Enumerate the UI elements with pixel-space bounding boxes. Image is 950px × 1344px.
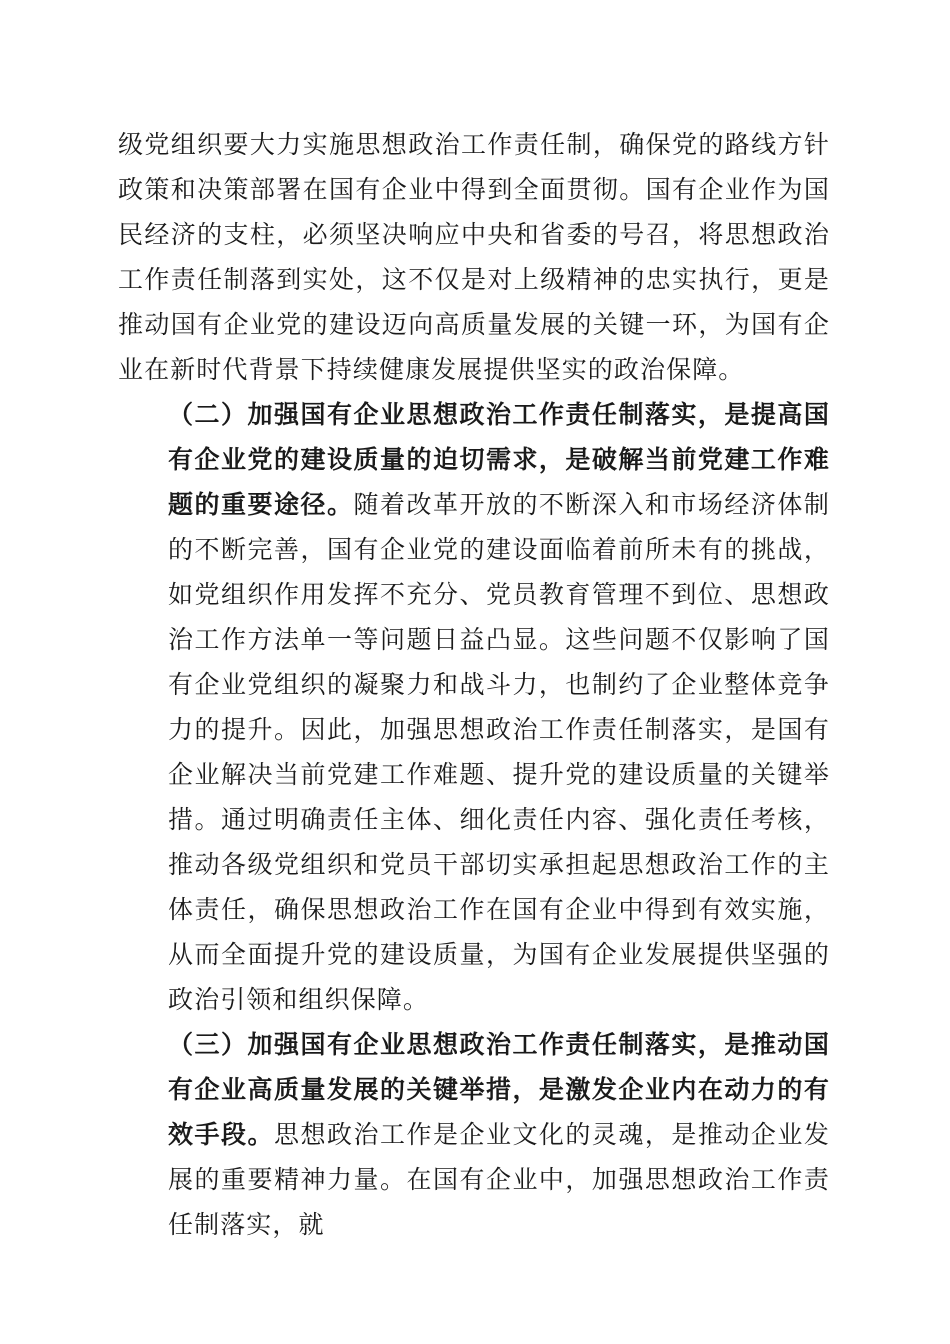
section-3-body: 思想政治工作是企业文化的灵魂，是推动企业发展的重要精神力量。在国有企业中，加强思想政治工作责任制落实，就 — [168, 1120, 830, 1239]
paragraph-section-3 — [118, 1022, 830, 1247]
section-3-heading: （三）加强国有企业思想政治工作责任制落实，是推动国有企业高质量发展的关键举措，是激发企业内在动力的有效手段。 — [168, 1030, 830, 1149]
section-2-heading: （二）加强国有企业思想政治工作责任制落实，是提高国有企业党的建设质量的迫切需求，是破解当前党建工作难题的重要途径。 — [168, 400, 830, 519]
body-text — [118, 122, 830, 1247]
paragraph-1-text: 级党组织要大力实施思想政治工作责任制，确保党的路线方针政策和决策部署在国有企业中得到全面贯彻。国有企业作为国民经济的支柱，必须坚决响应中央和省委的号召，将思想政治工作责任制落到实处，这不仅是对上级精神的忠实执行，更是推动国有企业党的建设迈向高质量发展的关键一环，为国有企业在新时代背景下持续健康发展提供坚实的政治保障。 — [118, 130, 830, 384]
paragraph-section-2 — [118, 392, 830, 1022]
section-2-body: 随着改革开放的不断深入和市场经济体制的不断完善，国有企业党的建设面临着前所未有的挑战，如党组织作用发挥不充分、党员教育管理不到位、思想政治工作方法单一等问题日益凸显。这些问题不仅影响了国有企业党组织的凝聚力和战斗力，也制约了企业整体竞争力的提升。因此，加强思想政治工作责任制落实，是国有企业解决当前党建工作难题、提升党的建设质量的关键举措。通过明确责任主体、细化责任内容、强化责任考核，推动各级党组织和党员干部切实承担起思想政治工作的主体责任，确保思想政治工作在国有企业中得到有效实施，从而全面提升党的建设质量，为国有企业发展提供坚强的政治引领和组织保障。 — [168, 490, 830, 1014]
paragraph-continued — [118, 122, 830, 392]
